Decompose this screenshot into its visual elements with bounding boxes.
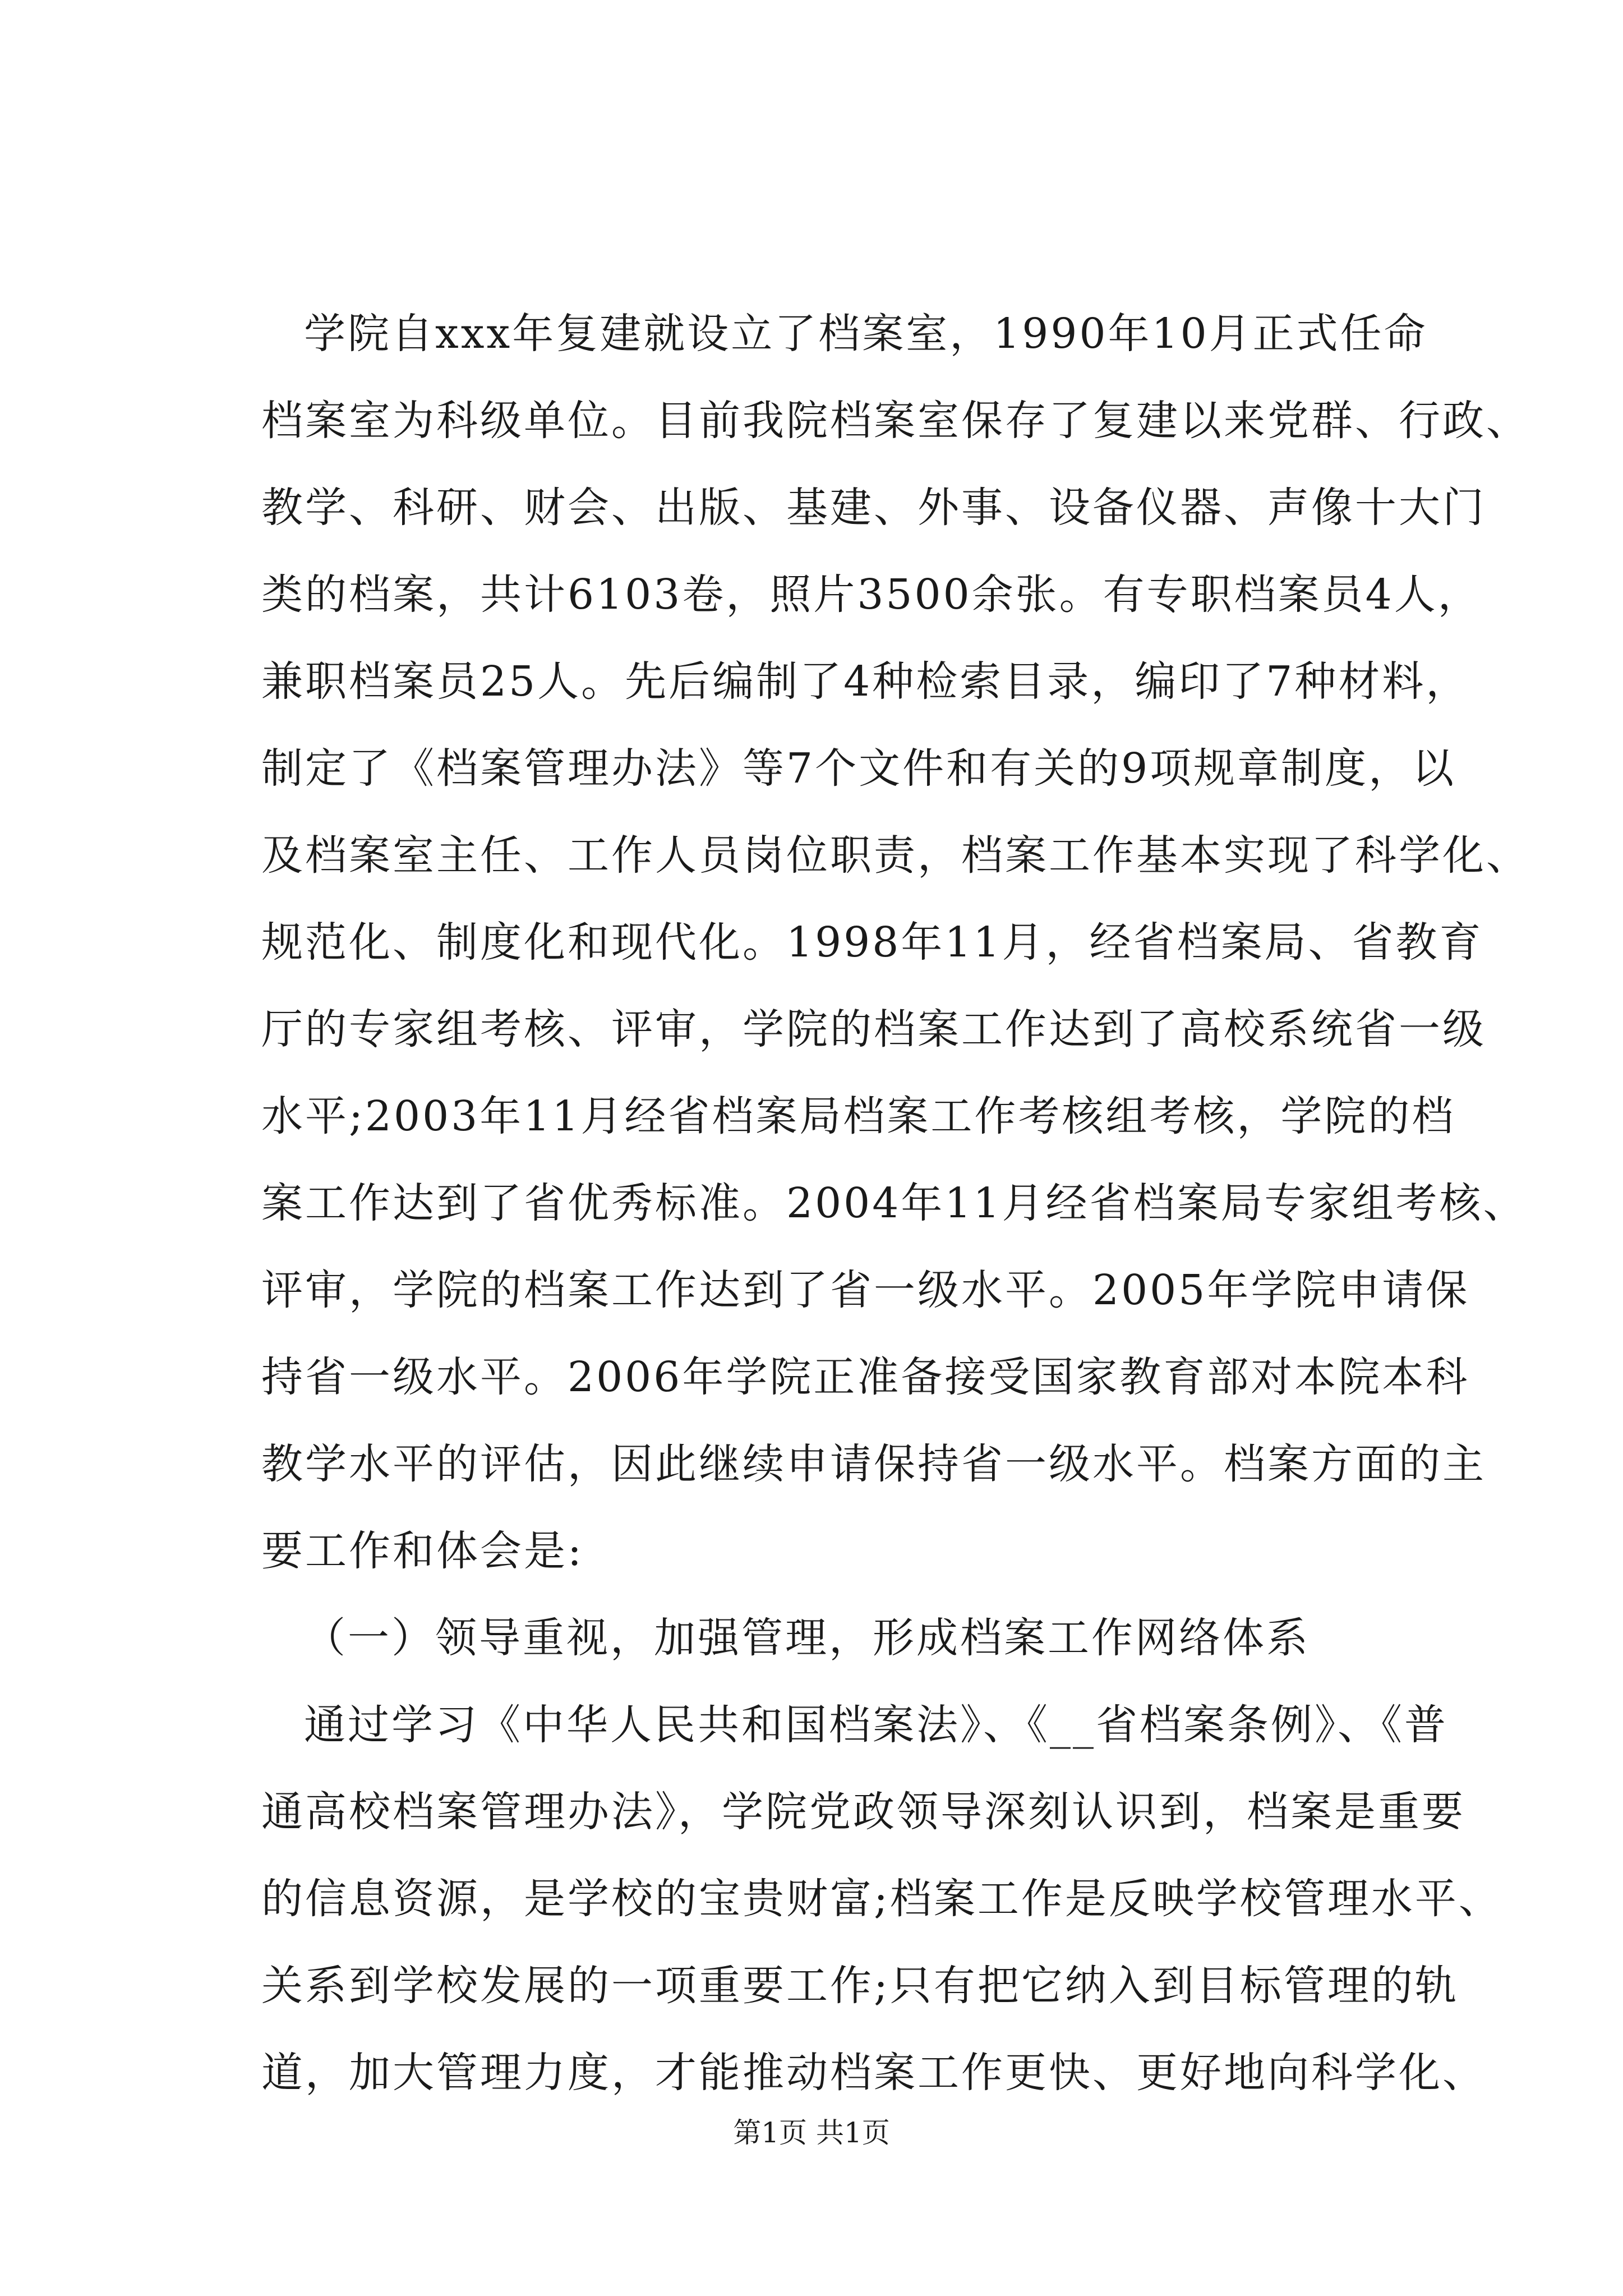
paragraph-line: 学院自xxx年复建就设立了档案室，1990年10月正式任命 (304, 310, 1428, 358)
paragraph-line: 通过学习《中华人民共和国档案法》、《__省档案条例》、《普 (304, 1701, 1448, 1749)
paragraph-line: 要工作和体会是: (261, 1527, 584, 1575)
paragraph-line: 持省一级水平。2006年学院正准备接受国家教育部对本院本科 (261, 1353, 1470, 1401)
paragraph-line: 及档案室主任、工作人员岗位职责，档案工作基本实现了科学化、 (261, 831, 1530, 880)
paragraph-line: 教学水平的评估，因此继续申请保持省一级水平。档案方面的主 (261, 1440, 1486, 1488)
paragraph-line: 制定了《档案管理办法》等7个文件和有关的9项规章制度，以 (261, 744, 1456, 793)
paragraph-line: 类的档案，共计6103卷，照片3500余张。有专职档案员4人， (261, 570, 1482, 619)
section-heading: （一）领导重视，加强管理，形成档案工作网络体系 (304, 1614, 1310, 1662)
paragraph-line: 厅的专家组考核、评审，学院的档案工作达到了高校系统省一级 (261, 1005, 1486, 1053)
paragraph-line: 道，加大管理力度，才能推动档案工作更快、更好地向科学化、 (261, 2049, 1486, 2097)
page-number-footer: 第1页 共1页 (733, 2116, 890, 2149)
paragraph-line: 案工作达到了省优秀标准。2004年11月经省档案局专家组考核、 (261, 1179, 1527, 1227)
document-body (261, 291, 1530, 2116)
paragraph-line: 关系到学校发展的一项重要工作;只有把它纳入到目标管理的轨 (261, 1962, 1459, 2010)
paragraph-line: 规范化、制度化和现代化。1998年11月，经省档案局、省教育 (261, 918, 1483, 967)
paragraph-line: 兼职档案员25人。先后编制了4种检索目录，编印了7种材料， (261, 657, 1470, 706)
paragraph-line: 水平;2003年11月经省档案局档案工作考核组考核，学院的档 (261, 1092, 1456, 1140)
paragraph-line: 评审，学院的档案工作达到了省一级水平。2005年学院申请保 (261, 1266, 1470, 1314)
paragraph-line: 的信息资源，是学校的宝贵财富;档案工作是反映学校管理水平、 (261, 1875, 1502, 1923)
paragraph-line: 通高校档案管理办法》，学院党政领导深刻认识到，档案是重要 (261, 1788, 1465, 1836)
paragraph-line: 档案室为科级单位。目前我院档案室保存了复建以来党群、行政、 (261, 397, 1530, 445)
paragraph-line: 教学、科研、财会、出版、基建、外事、设备仪器、声像十大门 (261, 484, 1486, 532)
